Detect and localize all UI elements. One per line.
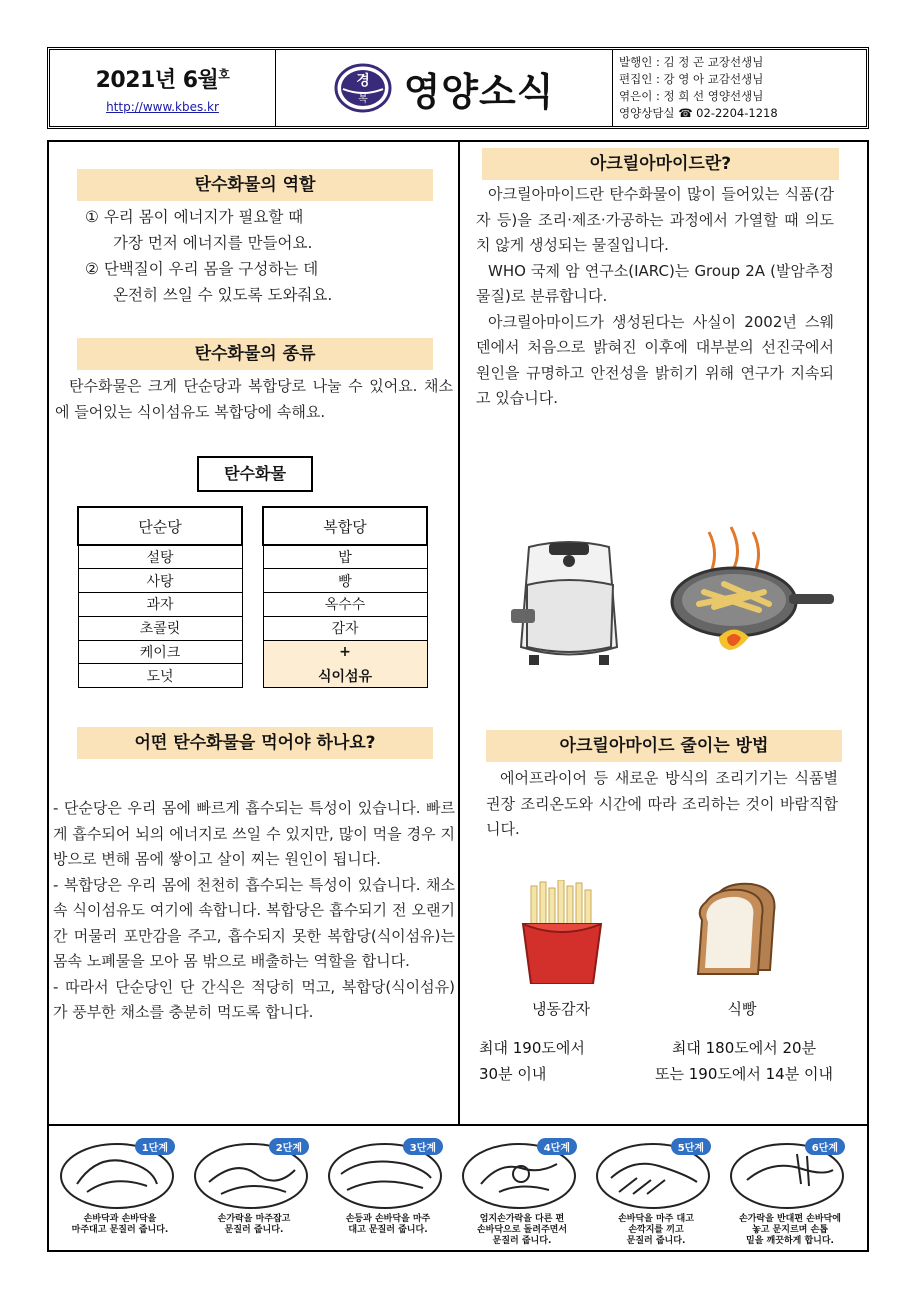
issue-suffix: 호 — [218, 67, 230, 82]
handwash-step-1 — [57, 1134, 183, 1246]
table-row: 감자 — [263, 616, 427, 640]
step-badge: 3단계 — [403, 1138, 443, 1155]
main-content — [47, 140, 869, 1126]
table-row: 케이크 — [78, 640, 242, 664]
caption-line: 손바닥으로 돌려주면서 — [476, 1225, 568, 1235]
step-badge: 6단계 — [805, 1138, 845, 1155]
step-badge: 2단계 — [269, 1138, 309, 1155]
caption-line: 손등과 손바닥을 마주 — [345, 1214, 431, 1224]
caption-line: 밑을 깨끗하게 합니다. — [746, 1236, 834, 1246]
caption-line: 손바닥과 손바닥을 — [83, 1214, 157, 1224]
bread-time-line: 또는 190도에서 14분 이내 — [655, 1065, 833, 1083]
publisher-line: 발행인 : 김 정 곤 교장선생님 — [619, 55, 764, 69]
handwash-step-3 — [325, 1134, 451, 1246]
caption-line: 마주대고 문질러 줍니다. — [71, 1225, 169, 1235]
step-badge: 1단계 — [135, 1138, 175, 1155]
fiber-label: 식이섬유 — [263, 664, 427, 688]
step-caption — [727, 1214, 853, 1247]
caption-line: 손가락을 반대편 손바닥에 — [739, 1214, 841, 1224]
paragraph: 아크릴아마이드가 생성된다는 사실이 2002년 스웨덴에서 처음으로 밝혀진 이후에 대부분의 선진국에서 원인을 규명하고 안전성을 밝히기 위해 연구가 지속되고 있습니다. — [476, 312, 834, 407]
acrylamide-heading: 아크릴아마이드란? — [482, 148, 839, 180]
acrylamide-text — [476, 182, 834, 412]
issue-date — [96, 63, 230, 94]
step-caption — [191, 1214, 317, 1236]
table-row: 사탕 — [78, 569, 242, 593]
frying-pan-icon — [669, 522, 834, 657]
title-cell — [276, 50, 613, 126]
step-caption — [57, 1214, 183, 1236]
paragraph: - 단순당은 우리 몸에 빠르게 흡수되는 특성이 있습니다. 빠르게 흡수되어 뇌의 에너지로 쓰일 수 있지만, 많이 먹을 경우 지방으로 변해 몸에 쌓이고 살이 찌는 원인이 됩니다. — [53, 799, 455, 868]
carb-types-text: 탄수화물은 크게 단순당과 복합당로 나눌 수 있어요. 채소에 들어있는 식이섬유도 복합당에 속해요. — [55, 377, 453, 421]
step-caption — [593, 1214, 719, 1247]
caption-line: 문질러 줍니다. — [626, 1236, 686, 1246]
editor-line: 편집인 : 강 영 아 교감선생님 — [619, 72, 764, 86]
caption-line: 문질러 줍니다. — [492, 1236, 552, 1246]
role-item: ② 단백질이 우리 몸을 구성하는 데 — [85, 260, 319, 278]
which-carb-text — [53, 796, 455, 1026]
issue-cell — [50, 50, 276, 126]
issue-text: 2021년 6월 — [95, 67, 219, 93]
column-divider — [458, 142, 460, 1125]
svg-text:복: 복 — [357, 94, 368, 105]
which-carb-heading: 어떤 탄수화물을 먹어야 하나요? — [77, 727, 433, 759]
handwash-step-4 — [459, 1134, 585, 1246]
handwash-step-2 — [191, 1134, 317, 1246]
french-fries-icon — [521, 880, 603, 984]
paragraph: WHO 국제 암 연구소(IARC)는 Group 2A (발암추정물질)로 분류합니다. — [476, 261, 834, 305]
carb-types-heading: 탄수화물의 종류 — [77, 338, 433, 370]
table-row: 설탕 — [78, 545, 242, 569]
fiber-plus: + — [263, 640, 427, 664]
table-row: 밥 — [263, 545, 427, 569]
air-fryer-icon — [509, 537, 629, 672]
bread-label: 식빵 — [727, 1000, 757, 1018]
simple-sugar-table — [77, 506, 243, 688]
caption-line: 대고 문질러 줍니다. — [348, 1225, 428, 1235]
caption-line: 손바닥을 마주 대고 — [618, 1214, 694, 1224]
fries-cooking-time — [479, 1035, 645, 1087]
fries-time-line: 30분 이내 — [479, 1065, 547, 1083]
bread-cooking-time — [639, 1035, 849, 1087]
bread-slice-icon — [696, 882, 788, 978]
step-caption — [325, 1214, 451, 1236]
table-row: 도넛 — [78, 664, 242, 688]
complex-header: 복합당 — [263, 507, 427, 545]
svg-text:경: 경 — [355, 73, 370, 89]
caption-line: 손깍지를 끼고 — [628, 1225, 684, 1235]
simple-header: 단순당 — [78, 507, 242, 545]
writer-line: 엮은이 : 정 희 선 영양선생님 — [619, 89, 764, 103]
paragraph: - 따라서 단순당인 단 간식은 적당히 먹고, 복합당(식이섬유)가 풍부한 채소를 충분히 먹도록 합니다. — [53, 977, 455, 1021]
paragraph: 아크릴아마이드란 탄수화물이 많이 들어있는 식품(감자 등)을 조리·제조·가공하는 과정에서 가열할 때 의도치 않게 생성되는 물질입니다. — [476, 185, 834, 254]
table-row: 옥수수 — [263, 593, 427, 617]
table-row: 초콜릿 — [78, 616, 242, 640]
fries-label: 냉동감자 — [532, 1000, 590, 1018]
staff-info — [613, 50, 866, 126]
step-badge: 4단계 — [537, 1138, 577, 1155]
acrylamide-reduce-text: 에어프라이어 등 새로운 방식의 조리기기는 식품별 권장 조리온도와 시간에 따라 조리하는 것이 바람직합니다. — [486, 769, 838, 838]
step-badge: 5단계 — [671, 1138, 711, 1155]
caption-line: 손가락을 마주잡고 — [217, 1214, 291, 1224]
acrylamide-reduce-heading: 아크릴아마이드 줄이는 방법 — [486, 730, 842, 762]
caption-line: 엄지손가락을 다른 편 — [479, 1214, 565, 1224]
caption-line: 놓고 문지르며 손톱 — [752, 1225, 828, 1235]
carb-label-box: 탄수화물 — [197, 456, 313, 492]
role-item: 가장 먼저 에너지를 만들어요. — [113, 234, 313, 252]
table-row: 빵 — [263, 569, 427, 593]
handwash-step-5 — [593, 1134, 719, 1246]
contact-line: 영양상담실 ☎ 02-2204-1218 — [619, 106, 778, 120]
handwash-step-6 — [727, 1134, 853, 1246]
fries-time-line: 최대 190도에서 — [479, 1039, 585, 1057]
newsletter-title: 영양소식 — [403, 69, 555, 114]
table-row: 과자 — [78, 593, 242, 617]
role-item: 온전히 쓰일 수 있도록 도와줘요. — [113, 286, 333, 304]
carb-role-heading: 탄수화물의 역할 — [77, 169, 433, 201]
carb-role-list — [85, 204, 445, 308]
step-caption — [459, 1214, 585, 1247]
complex-sugar-table — [262, 506, 428, 688]
school-logo-icon — [334, 63, 392, 113]
caption-line: 문질러 줍니다. — [224, 1225, 284, 1235]
role-item: ① 우리 몸이 에너지가 필요할 때 — [85, 208, 304, 226]
school-url-link[interactable]: http://www.kbes.kr — [106, 99, 219, 114]
newsletter-header — [47, 47, 869, 129]
bread-time-line: 최대 180도에서 20분 — [671, 1039, 817, 1057]
paragraph: - 복합당은 우리 몸에 천천히 흡수되는 특성이 있습니다. 채소 속 식이섬유도 여기에 속합니다. 복합당은 흡수되기 전 오랜기간 머물러 포만감을 주고, 흡수되지 못한 복합당(식이섬유)는 몸속 노폐물을 모아 몸 밖으로 배출하는 역할을 합니다. — [53, 875, 455, 970]
handwash-steps — [47, 1124, 869, 1252]
